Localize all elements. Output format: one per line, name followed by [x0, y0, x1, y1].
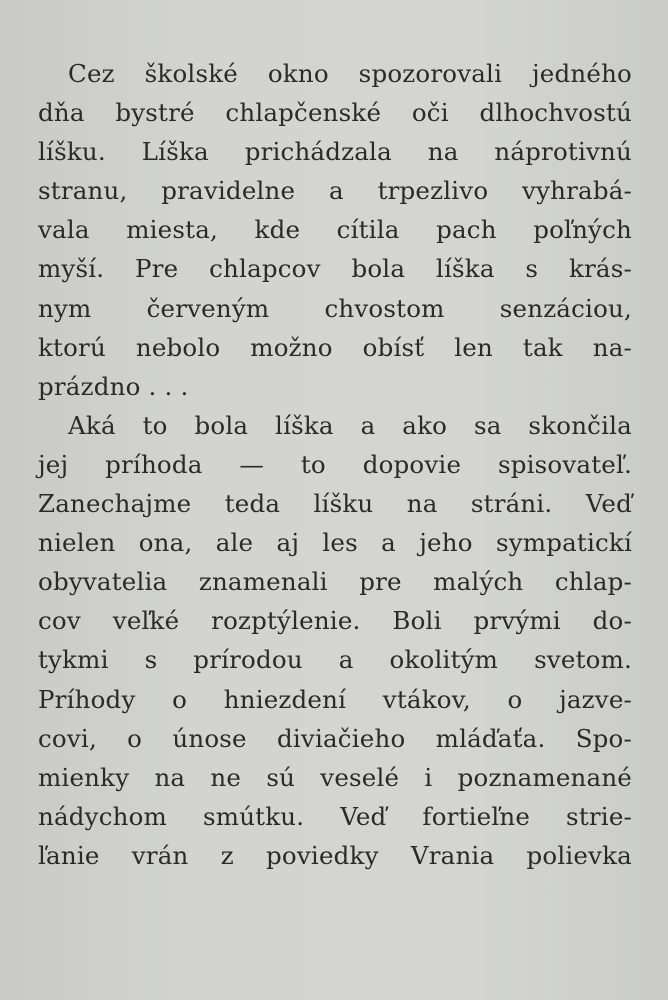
text-line: cov veľké rozptýlenie. Boli prvými do-: [38, 606, 632, 636]
text-line: prázdno . . .: [38, 371, 189, 401]
text-line: nym červeným chvostom senzáciou,: [38, 293, 632, 323]
body-text: [38, 54, 632, 875]
text-line: Zanechajme teda líšku na stráni. Veď: [38, 489, 632, 519]
text-line: dňa bystré chlapčenské oči dlhochvostú: [38, 98, 632, 128]
text-line: tykmi s prírodou a okolitým svetom.: [38, 645, 632, 675]
text-line: Cez školské okno spozorovali jedného: [68, 59, 632, 88]
text-line: myší. Pre chlapcov bola líška s krás-: [38, 254, 632, 284]
paragraph-1: [38, 54, 632, 406]
text-line: jej príhoda — to dopovie spisovateľ.: [38, 449, 632, 479]
text-line: vala miesta, kde cítila pach poľných: [38, 215, 632, 245]
text-line: Aká to bola líška a ako sa skončila: [68, 410, 632, 440]
paragraph-2: [38, 406, 632, 875]
text-line: obyvatelia znamenali pre malých chlap-: [38, 567, 632, 597]
text-line: covi, o únose diviačieho mláďaťa. Spo-: [38, 723, 632, 753]
text-line: líšku. Líška prichádzala na náprotivnú: [38, 137, 632, 167]
text-line: Príhody o hniezdení vtákov, o jazve-: [38, 684, 632, 714]
text-line: ktorú nebolo možno obísť len tak na-: [38, 332, 632, 362]
text-line: nádychom smútku. Veď fortieľne strie-: [38, 801, 632, 831]
text-line: ľanie vrán z poviedky Vrania polievka: [38, 840, 632, 870]
text-line: stranu, pravidelne a trpezlivo vyhrabá-: [38, 176, 632, 206]
text-line: mienky na ne sú veselé i poznamenané: [38, 762, 632, 792]
text-line: nielen ona, ale aj les a jeho sympatickí: [38, 528, 632, 558]
